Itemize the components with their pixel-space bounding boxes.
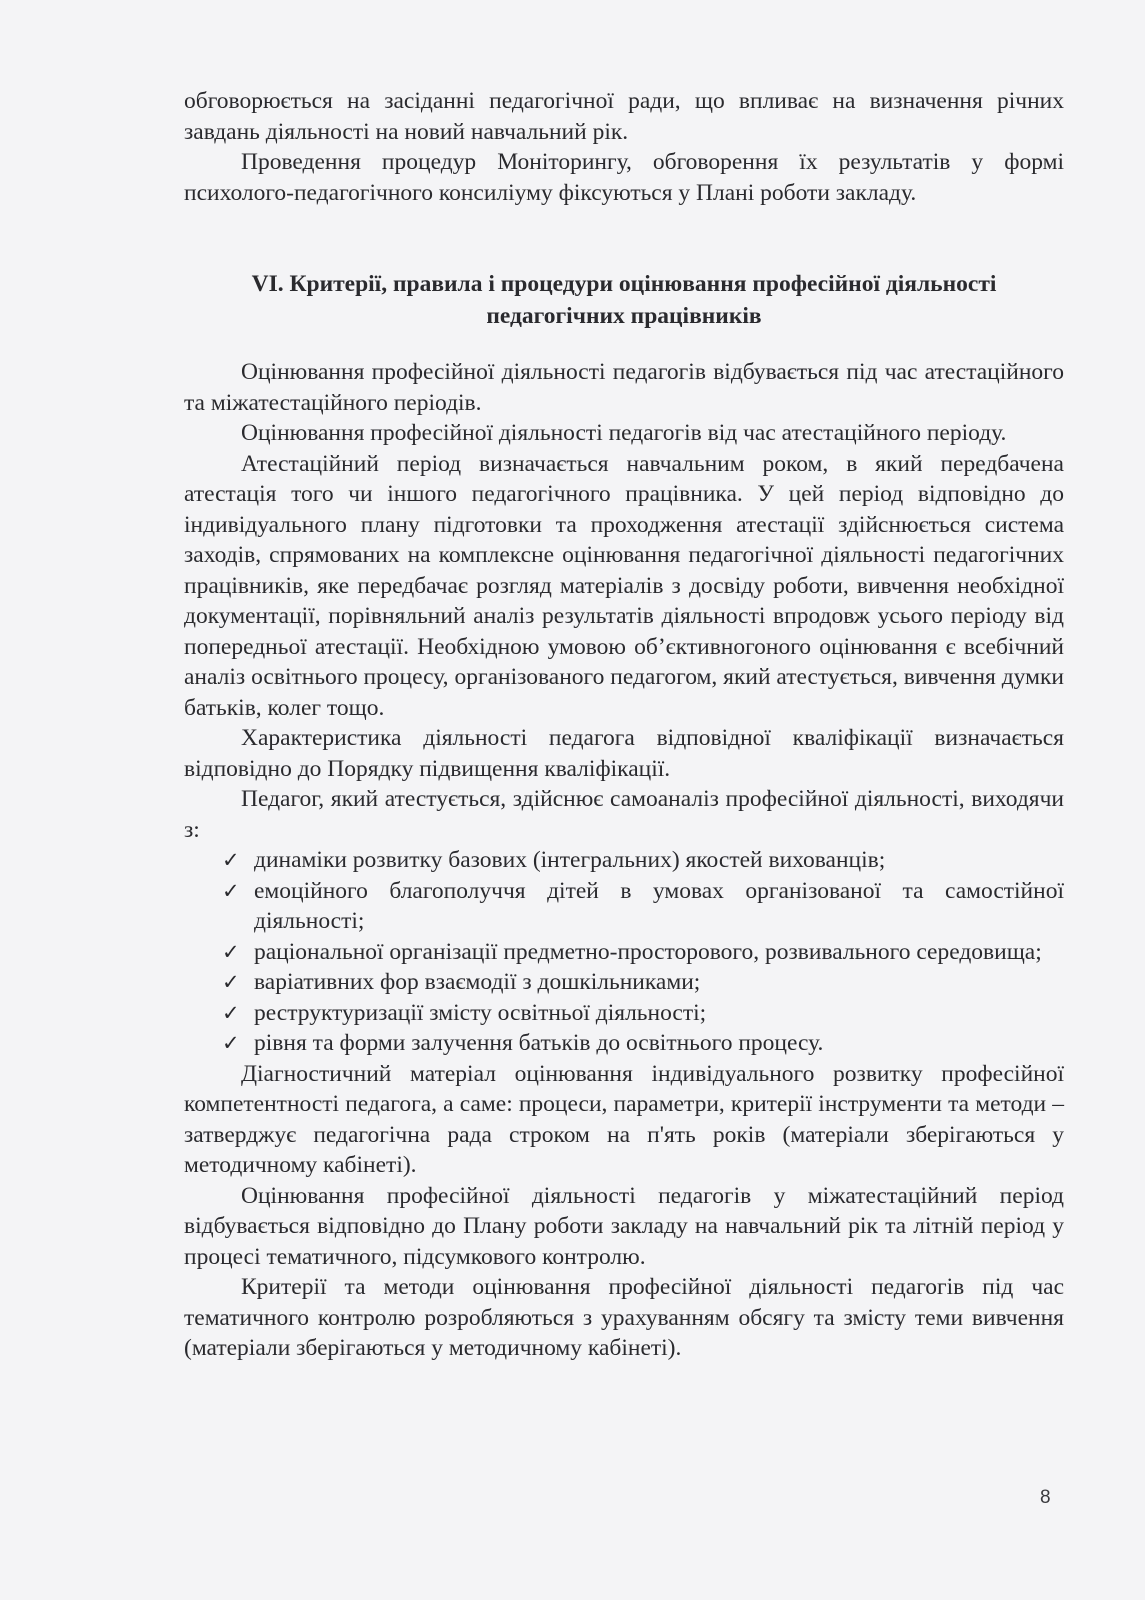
body-paragraph: Діагностичний матеріал оцінювання індивідуального розвитку професійної компетентності педагога, а саме: процеси, параметри, критерії інструменти та методи – затверджує педагогічна рада строком на п'ять років (матеріали зберігаються у методичному кабінеті). xyxy=(184,1060,1064,1178)
main-text-block xyxy=(184,357,1064,1364)
checkmark-icon: ✓ xyxy=(222,939,240,964)
list-item-text: раціональної організації предметно-просторового, розвивального середовища; xyxy=(254,938,1042,965)
list-item xyxy=(222,845,1064,876)
list-item-text: варіативних фор взаємодії з дошкільниками; xyxy=(254,969,701,995)
list-item-text: емоційного благополуччя дітей в умовах організованої та самостійної діяльності; xyxy=(254,877,1064,934)
list-item-text: динаміки розвитку базових (інтегральних) якостей вихованців; xyxy=(254,847,886,873)
body-paragraph: Атестаційний період визначається навчальним роком, в який передбачена атестація того чи іншого педагогічного працівника. У цей період відповідно до індивідуального плану підготовки та проходження атестації здійснюється система заходів, спрямованих на комплексне оцінювання педагогічної діяльності педагогічних працівників, яке передбачає розгляд матеріалів з досвіду роботи, вивчення необхідної документації, порівняльний аналіз результатів діяльності впродовж усього періоду від попередньої атестації. Необхідною умовою об’єктивногоного оцінювання є всебічний аналіз освітнього процесу, організованого педагогом, який атестується, вивчення думки батьків, колег тощо. xyxy=(184,450,1064,721)
body-paragraph: Критерії та методи оцінювання професійної діяльності педагогів під час тематичного контролю розробляються з урахуванням обсягу та змісту теми вивчення (матеріали зберігаються у методичному кабінеті). xyxy=(184,1274,1064,1361)
body-paragraph: Характеристика діяльності педагога відповідної кваліфікації визначається відповідно до Порядку підвищення кваліфікації. xyxy=(184,725,1064,782)
body-paragraph: Оцінювання професійної діяльності педагогів відбувається під час атестаційного та міжатестаційного періодів. xyxy=(184,359,1064,416)
checkmark-icon: ✓ xyxy=(222,1000,240,1025)
body-paragraph: Оцінювання професійної діяльності педагогів від час атестаційного періоду. xyxy=(241,420,1007,446)
page-number: 8 xyxy=(1040,1487,1051,1508)
body-paragraph: Оцінювання професійної діяльності педагогів у міжатестаційний період відбувається відповідно до Плану роботи закладу на навчальний рік та літній період у процесі тематичного, підсумкового контролю. xyxy=(184,1182,1064,1270)
section-heading: VI. Критерії, правила і процедури оцінювання професійної діяльності педагогічних працівників xyxy=(251,271,997,329)
continuation-paragraph: обговорюється на засіданні педагогічної ради, що впливає на визначення річних завдань діяльності на новий навчальний рік. xyxy=(184,88,1064,145)
checkmark-icon: ✓ xyxy=(222,878,240,903)
list-item xyxy=(222,876,1064,937)
checkmark-icon: ✓ xyxy=(222,1031,240,1055)
monitoring-paragraph: Проведення процедур Моніторингу, обговорення їх результатів у формі психолого-педагогічного консиліуму фіксуються у Плані роботи закладу. xyxy=(184,149,1064,206)
list-item xyxy=(222,1028,1064,1059)
list-item xyxy=(222,937,1064,968)
checkmark-icon: ✓ xyxy=(222,848,240,872)
list-item-text: рівня та форми залучення батьків до освітнього процесу. xyxy=(254,1030,824,1056)
top-text-block xyxy=(184,86,1064,208)
list-item xyxy=(222,967,1064,998)
list-item xyxy=(222,998,1064,1029)
body-paragraph: Педагог, який атестується, здійснює самоаналіз професійної діяльності, виходячи з: xyxy=(184,786,1064,843)
list-item-text: реструктуризації змісту освітньої діяльності; xyxy=(254,999,707,1026)
checkmark-icon: ✓ xyxy=(222,970,240,994)
self-analysis-checklist xyxy=(184,845,1064,1059)
